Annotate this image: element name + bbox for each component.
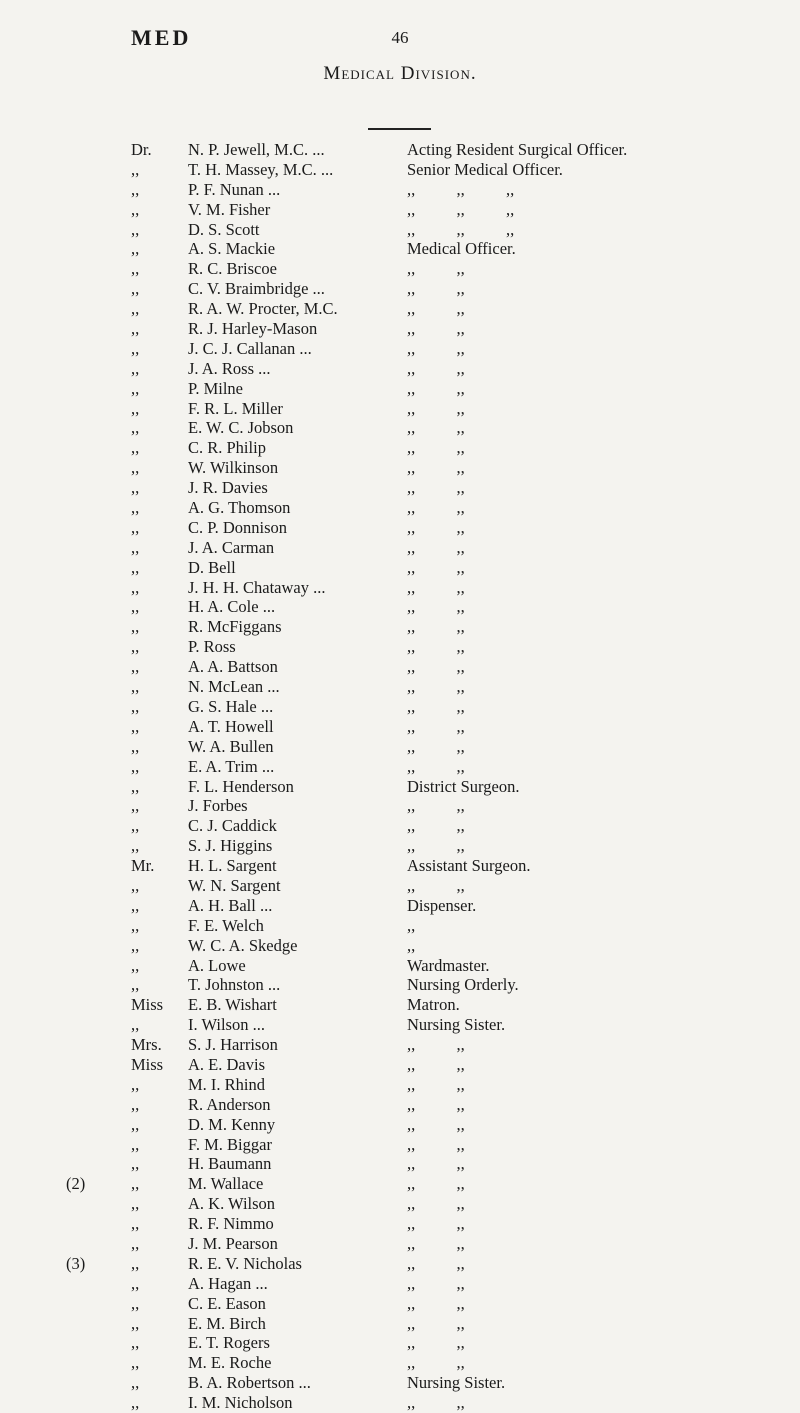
title-prefix: ,,: [131, 637, 140, 657]
title-prefix: ,,: [131, 1214, 140, 1234]
staff-role: Senior Medical Officer.: [407, 159, 563, 179]
title-prefix: ,,: [131, 677, 140, 697]
roster-row: [0, 259, 800, 279]
roster-row: [0, 796, 800, 816]
roster-row: [0, 1015, 800, 1035]
roster-row: [0, 916, 800, 936]
staff-role: ,, ,,: [407, 418, 465, 438]
title-prefix: ,,: [131, 975, 140, 995]
staff-name: J. A. Ross ...: [188, 358, 271, 378]
staff-name: F. L. Henderson: [188, 776, 294, 796]
roster-row: [0, 578, 800, 598]
staff-name: J. C. J. Callanan ...: [188, 338, 312, 358]
staff-name: R. J. Harley-Mason: [188, 319, 318, 339]
title-prefix: ,,: [131, 199, 140, 219]
staff-role: ,, ,,: [407, 677, 465, 697]
staff-name: R. A. W. Procter, M.C.: [188, 299, 338, 319]
staff-name: C. E. Eason: [188, 1293, 266, 1313]
staff-role: ,, ,,: [407, 1094, 465, 1114]
title-prefix: ,,: [131, 219, 140, 239]
staff-role: Assistant Surgeon.: [407, 856, 531, 876]
roster-row: [0, 1214, 800, 1234]
staff-role: Nursing Orderly.: [407, 975, 519, 995]
staff-role: ,, ,,: [407, 338, 465, 358]
staff-role: ,, ,,: [407, 637, 465, 657]
roster-row: [0, 1194, 800, 1214]
roster-row: [0, 399, 800, 419]
roster-row: [0, 498, 800, 518]
roster-row: [0, 478, 800, 498]
staff-name: A. T. Howell: [188, 716, 274, 736]
roster-row: [0, 1294, 800, 1314]
title-prefix: ,,: [131, 319, 140, 339]
staff-role: Medical Officer.: [407, 239, 516, 259]
roster-row: [0, 995, 800, 1015]
staff-name: E. W. C. Jobson: [188, 418, 294, 438]
title-prefix: Mrs.: [131, 1035, 162, 1055]
title-prefix: ,,: [131, 517, 140, 537]
title-prefix: ,,: [131, 657, 140, 677]
staff-role: Acting Resident Surgical Officer.: [407, 140, 628, 159]
staff-name: R. Anderson: [188, 1094, 271, 1114]
staff-role: ,, ,,: [407, 736, 465, 756]
staff-name: N. McLean ...: [188, 677, 280, 697]
title-prefix: ,,: [131, 696, 140, 716]
title-prefix: ,,: [131, 1074, 140, 1094]
staff-name: F. M. Biggar: [188, 1134, 272, 1154]
staff-name: W. C. A. Skedge: [188, 935, 298, 955]
staff-role: ,, ,,: [407, 1154, 465, 1174]
title-prefix: Miss: [131, 995, 164, 1015]
roster-row: [0, 876, 800, 896]
staff-name: C. R. Philip: [188, 438, 266, 458]
roster-row: [0, 319, 800, 339]
staff-role: ,, ,,: [407, 816, 465, 836]
title-prefix: ,,: [131, 1114, 140, 1134]
staff-role: Nursing Sister.: [407, 1373, 506, 1393]
staff-name: A. A. Battson: [188, 657, 278, 677]
roster-row: [0, 896, 800, 916]
title-prefix: ,,: [131, 1134, 140, 1154]
staff-name: T. H. Massey, M.C. ...: [188, 159, 334, 179]
staff-name: M. E. Roche: [188, 1353, 272, 1373]
title-prefix: ,,: [131, 875, 140, 895]
staff-name: E. M. Birch: [188, 1313, 266, 1333]
roster-row: [0, 777, 800, 797]
roster-row: [0, 677, 800, 697]
roster-row: [0, 1115, 800, 1135]
roster-row: [0, 617, 800, 637]
staff-role: ,, ,,: [407, 1393, 465, 1413]
roster-row: [0, 1353, 800, 1373]
staff-role: ,, ,,: [407, 657, 465, 677]
title-prefix: ,,: [131, 378, 140, 398]
title-prefix: Dr.: [131, 140, 152, 159]
roster-row: [0, 836, 800, 856]
staff-name: F. R. L. Miller: [188, 398, 283, 418]
staff-name: C. V. Braimbridge ...: [188, 279, 325, 299]
title-prefix: ,,: [131, 1373, 140, 1393]
staff-role: Nursing Sister.: [407, 1015, 506, 1035]
staff-role: ,, ,,: [407, 1194, 465, 1214]
staff-role: Wardmaster.: [407, 955, 490, 975]
staff-role: ,, ,,: [407, 1233, 465, 1253]
staff-role: ,, ,,: [407, 1174, 465, 1194]
staff-role: ,, ,, ,,: [407, 199, 515, 219]
title-prefix: ,,: [131, 935, 140, 955]
title-prefix: ,,: [131, 259, 140, 279]
roster-row: [0, 239, 800, 259]
staff-name: I. M. Nicholson: [188, 1393, 293, 1413]
staff-name: A. E. Davis: [188, 1054, 265, 1074]
title-prefix: ,,: [131, 418, 140, 438]
staff-name: H. A. Cole ...: [188, 597, 276, 617]
title-prefix: ,,: [131, 1293, 140, 1313]
page-number: 46: [391, 28, 409, 47]
staff-role: ,, ,,: [407, 796, 465, 816]
staff-role: ,, ,,: [407, 1074, 465, 1094]
staff-name: E. T. Rogers: [188, 1333, 270, 1353]
staff-role: ,, ,,: [407, 1054, 465, 1074]
staff-role: ,, ,,: [407, 498, 465, 518]
roster-row: [0, 538, 800, 558]
roster-row: [0, 299, 800, 319]
staff-role: ,, ,,: [407, 398, 465, 418]
roster-row: [0, 1234, 800, 1254]
staff-name: E. B. Wishart: [188, 995, 277, 1015]
roster-row: [0, 737, 800, 757]
staff-role: ,, ,,: [407, 458, 465, 478]
staff-name: C. P. Donnison: [188, 517, 288, 537]
title-prefix: ,,: [131, 159, 140, 179]
roster-row: [0, 1274, 800, 1294]
staff-role: ,, ,,: [407, 557, 465, 577]
title-prefix: ,,: [131, 279, 140, 299]
roster-row: [0, 1095, 800, 1115]
staff-role: ,, ,,: [407, 478, 465, 498]
title-prefix: ,,: [131, 955, 140, 975]
staff-role: ,, ,,: [407, 438, 465, 458]
staff-role: ,, ,,: [407, 1293, 465, 1313]
staff-name: R. E. V. Nicholas: [188, 1253, 302, 1273]
roster-row: [0, 1393, 800, 1413]
staff-name: P. Milne: [188, 378, 244, 398]
staff-role: ,,: [407, 915, 416, 935]
title-prefix: ,,: [131, 756, 140, 776]
roster-row: [0, 160, 800, 180]
title-prefix: ,,: [131, 1353, 140, 1373]
title-prefix: ,,: [131, 498, 140, 518]
title-prefix: ,,: [131, 1094, 140, 1114]
roster-row: [0, 1254, 800, 1274]
staff-role: ,, ,,: [407, 716, 465, 736]
roster-row: [0, 200, 800, 220]
staff-name: H. L. Sargent: [188, 856, 277, 876]
title-prefix: ,,: [131, 438, 140, 458]
staff-roster: [0, 140, 800, 1413]
staff-name: A. G. Thomson: [188, 498, 291, 518]
title-prefix: ,,: [131, 338, 140, 358]
roster-row: [0, 438, 800, 458]
staff-name: J. A. Carman: [188, 537, 275, 557]
roster-row: [0, 975, 800, 995]
staff-name: G. S. Hale ...: [188, 696, 274, 716]
title-prefix: ,,: [131, 1333, 140, 1353]
staff-role: ,, ,,: [407, 875, 465, 895]
staff-role: ,, ,,: [407, 756, 465, 776]
title-prefix: ,,: [131, 816, 140, 836]
title-prefix: ,,: [131, 179, 140, 199]
title-prefix: ,,: [131, 1273, 140, 1293]
title-prefix: ,,: [131, 796, 140, 816]
staff-name: W. A. Bullen: [188, 736, 274, 756]
staff-role: ,, ,,: [407, 1273, 465, 1293]
title-prefix: ,,: [131, 1393, 140, 1413]
staff-name: S. J. Harrison: [188, 1035, 278, 1055]
roster-row: [0, 1135, 800, 1155]
roster-row: [0, 359, 800, 379]
staff-role: ,, ,,: [407, 696, 465, 716]
title-prefix: ,,: [131, 299, 140, 319]
staff-name: R. C. Briscoe: [188, 259, 277, 279]
roster-row: [0, 1333, 800, 1353]
roster-row: [0, 558, 800, 578]
staff-role: ,, ,,: [407, 1214, 465, 1234]
title-prefix: ,,: [131, 1194, 140, 1214]
roster-row: [0, 279, 800, 299]
roster-row: [0, 1174, 800, 1194]
staff-name: B. A. Robertson ...: [188, 1373, 311, 1393]
running-head: MED: [131, 25, 192, 50]
roster-row: [0, 418, 800, 438]
title-rule: [368, 128, 431, 130]
staff-name: J. Forbes: [188, 796, 248, 816]
roster-row: [0, 220, 800, 240]
title-prefix: ,,: [131, 1174, 140, 1194]
roster-row: [0, 757, 800, 777]
roster-row: [0, 956, 800, 976]
staff-name: S. J. Higgins: [188, 836, 273, 856]
title-prefix: ,,: [131, 895, 140, 915]
staff-name: J. M. Pearson: [188, 1233, 278, 1253]
title-prefix: ,,: [131, 597, 140, 617]
staff-name: A. S. Mackie: [188, 239, 276, 259]
staff-name: J. R. Davies: [188, 478, 268, 498]
staff-name: V. M. Fisher: [188, 199, 271, 219]
roster-row: [0, 816, 800, 836]
roster-row: [0, 637, 800, 657]
roster-row: [0, 1314, 800, 1334]
staff-role: ,, ,,: [407, 378, 465, 398]
title-prefix: ,,: [131, 836, 140, 856]
title-prefix: ,,: [131, 458, 140, 478]
title-prefix: ,,: [131, 1313, 140, 1333]
title-prefix: ,,: [131, 1154, 140, 1174]
staff-name: M. I. Rhind: [188, 1074, 266, 1094]
title-prefix: ,,: [131, 736, 140, 756]
footnote-marker: (3): [66, 1253, 86, 1273]
title-prefix: ,,: [131, 776, 140, 796]
title-prefix: ,,: [131, 358, 140, 378]
roster-row: [0, 518, 800, 538]
roster-row: [0, 597, 800, 617]
staff-name: P. F. Nunan ...: [188, 179, 281, 199]
staff-role: District Surgeon.: [407, 776, 520, 796]
staff-name: H. Baumann: [188, 1154, 272, 1174]
staff-role: ,, ,,: [407, 617, 465, 637]
staff-role: Matron.: [407, 995, 460, 1015]
section-title: Medical Division.: [323, 63, 477, 84]
staff-name: E. A. Trim ...: [188, 756, 275, 776]
staff-role: ,, ,,: [407, 517, 465, 537]
staff-role: ,, ,,: [407, 1035, 465, 1055]
staff-name: N. P. Jewell, M.C. ...: [188, 140, 325, 159]
roster-row: [0, 180, 800, 200]
staff-name: M. Wallace: [188, 1174, 264, 1194]
roster-row: [0, 1075, 800, 1095]
title-prefix: Miss: [131, 1054, 164, 1074]
staff-role: ,, ,,: [407, 577, 465, 597]
staff-role: ,, ,,: [407, 597, 465, 617]
staff-role: ,, ,,: [407, 259, 465, 279]
title-prefix: ,,: [131, 577, 140, 597]
staff-name: W. Wilkinson: [188, 458, 279, 478]
roster-row: [0, 1373, 800, 1393]
staff-name: A. H. Ball ...: [188, 895, 273, 915]
staff-role: Dispenser.: [407, 895, 477, 915]
roster-row: [0, 140, 800, 160]
staff-name: C. J. Caddick: [188, 816, 277, 836]
staff-role: ,, ,,: [407, 358, 465, 378]
roster-row: [0, 936, 800, 956]
title-prefix: ,,: [131, 915, 140, 935]
roster-row: [0, 697, 800, 717]
title-prefix: ,,: [131, 557, 140, 577]
staff-role: ,, ,,: [407, 1333, 465, 1353]
roster-row: [0, 339, 800, 359]
staff-role: ,, ,,: [407, 1313, 465, 1333]
roster-row: [0, 458, 800, 478]
roster-row: [0, 1035, 800, 1055]
roster-row: [0, 1055, 800, 1075]
staff-name: A. K. Wilson: [188, 1194, 276, 1214]
staff-name: A. Lowe: [188, 955, 246, 975]
title-prefix: ,,: [131, 1015, 140, 1035]
staff-name: D. M. Kenny: [188, 1114, 276, 1134]
staff-name: A. Hagan ...: [188, 1273, 268, 1293]
staff-role: ,, ,,: [407, 537, 465, 557]
roster-row: [0, 1154, 800, 1174]
staff-name: R. McFiggans: [188, 617, 282, 637]
title-prefix: ,,: [131, 716, 140, 736]
title-prefix: ,,: [131, 1253, 140, 1273]
roster-row: [0, 717, 800, 737]
title-prefix: ,,: [131, 478, 140, 498]
staff-name: D. Bell: [188, 557, 236, 577]
staff-role: ,, ,,: [407, 1114, 465, 1134]
title-prefix: ,,: [131, 537, 140, 557]
title-prefix: ,,: [131, 617, 140, 637]
staff-name: J. H. H. Chataway ...: [188, 577, 326, 597]
title-prefix: ,,: [131, 1233, 140, 1253]
staff-role: ,, ,, ,,: [407, 219, 515, 239]
staff-role: ,, ,,: [407, 279, 465, 299]
roster-row: [0, 657, 800, 677]
staff-role: ,, ,, ,,: [407, 179, 515, 199]
staff-name: W. N. Sargent: [188, 875, 281, 895]
staff-role: ,, ,,: [407, 836, 465, 856]
staff-role: ,, ,,: [407, 319, 465, 339]
staff-name: D. S. Scott: [188, 219, 260, 239]
staff-role: ,,: [407, 935, 416, 955]
staff-name: I. Wilson ...: [188, 1015, 265, 1035]
staff-role: ,, ,,: [407, 1353, 465, 1373]
staff-name: T. Johnston ...: [188, 975, 281, 995]
roster-row: [0, 856, 800, 876]
title-prefix: Mr.: [131, 856, 155, 876]
staff-role: ,, ,,: [407, 1134, 465, 1154]
title-prefix: ,,: [131, 398, 140, 418]
staff-role: ,, ,,: [407, 1253, 465, 1273]
staff-name: P. Ross: [188, 637, 236, 657]
roster-row: [0, 379, 800, 399]
title-prefix: ,,: [131, 239, 140, 259]
footnote-marker: (2): [66, 1174, 86, 1194]
staff-name: R. F. Nimmo: [188, 1214, 274, 1234]
staff-role: ,, ,,: [407, 299, 465, 319]
staff-name: F. E. Welch: [188, 915, 264, 935]
